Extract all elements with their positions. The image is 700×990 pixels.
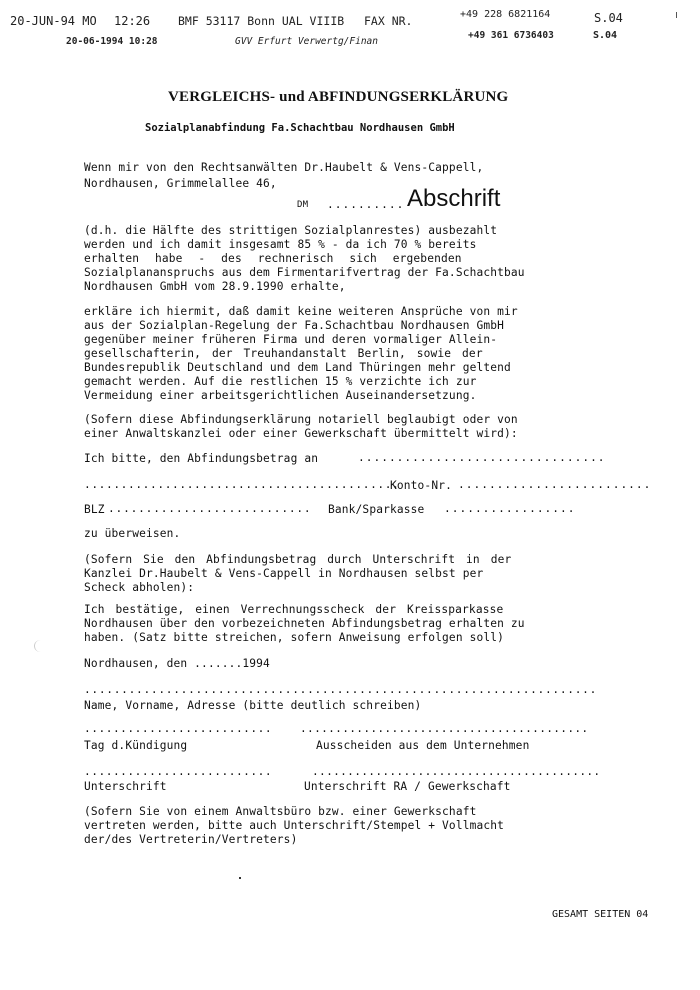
place-date-line: Nordhausen, den .......1994 [84,657,270,670]
intro-line-1: Wenn mir von den Rechtsanwälten Dr.Haubelt & Vens-Cappell, [84,161,484,174]
fax-header-sender-2: GVV Erfurt Verwertg/Finan [235,36,378,47]
bank-recipient-dots: ................................ [358,451,606,464]
para1-line-4: Sozialplananspruchs aus dem Firmentarifvertrag der Fa.Schachtbau [84,266,525,279]
fax-header-sender: BMF 53117 Bonn UAL VIIIB [178,14,345,28]
para4-line-2: Kanzlei Dr.Haubelt & Vens-Cappell in Nordhausen selbst per [84,567,484,580]
para2-line-5: Bundesrepublik Deutschland und dem Land Thüringen mehr geltend [84,361,511,374]
document-subtitle: Sozialplanabfindung Fa.Schachtbau Nordhausen GmbH [145,122,455,134]
kuendigung-label: Tag d.Kündigung [84,739,188,752]
unterschrift-label: Unterschrift [84,780,167,793]
para5-line-3: haben. (Satz bitte streichen, sofern Anweisung erfolgen soll) [84,631,505,644]
bank-blz-label: BLZ [84,503,105,516]
fax-header-time: 12:26 [114,14,151,28]
para1-line-5: Nordhausen GmbH vom 28.9.1990 erhalte, [84,280,346,293]
fax-header-fax-number: +49 228 6821164 [460,9,551,20]
intro-line-2: Nordhausen, Grimmelallee 46, [84,177,277,190]
fax-header-fax-label: FAX NR. [364,14,413,28]
total-pages-footer: GESAMT SEITEN 04 [552,909,649,920]
fax-header-page: S.04 [594,11,623,25]
para2-line-4: gesellschafterin, der Treuhandanstalt Berlin, sowie der [84,347,483,360]
bank-request-text: Ich bitte, den Abfindungsbetrag an [84,452,319,465]
para5-line-2: Nordhausen über den vorbezeichneten Abfindungsbetrag erhalten zu [84,617,525,630]
para2-line-2: aus der Sozialplan-Regelung der Fa.Schachtbau Nordhausen GmbH [84,319,505,332]
para6-line-2: vertreten werden, bitte auch Unterschrift/Stempel + Vollmacht [84,819,505,832]
dm-label: DM [297,200,309,210]
kuendigung-dots: .......................... [84,722,273,735]
para6-line-3: der/des Vertreterin/Vertreters) [84,833,298,846]
scan-mark-corner [676,12,681,18]
para6-line-1: (Sofern Sie von einem Anwaltsbüro bzw. einer Gewerkschaft [84,805,477,818]
unterschrift-ra-dots: ......................................... [312,765,601,778]
document-title: VERGLEICHS- und ABFINDUNGSERKLÄRUNG [168,89,509,105]
scan-mark-circle [34,640,47,652]
para3-line-1: (Sofern diese Abfindungserklärung notariell beglaubigt oder von [84,413,518,426]
bank-account-dots-after: ......................... [458,478,652,491]
name-address-label: Name, Vorname, Adresse (bitte deutlich schreiben) [84,699,422,712]
ausscheiden-dots: ......................................... [300,722,589,735]
bank-account-dots: ........................................... [84,478,400,491]
para1-line-1: (d.h. die Hälfte des strittigen Sozialplanrestes) ausbezahlt [84,224,498,237]
unterschrift-ra-label: Unterschrift RA / Gewerkschaft [304,780,511,793]
para2-line-3: gegenüber meiner früheren Firma und deren vormaliger Allein- [84,333,498,346]
fax-header-datetime-2: 20-06-1994 10:28 [66,36,158,47]
para2-line-6: gemacht werden. Auf die restlichen 15 % verzichte ich zur [84,375,477,388]
para4-line-3: Scheck abholen): [84,581,195,594]
dm-amount-dots: .......... [327,198,405,211]
fax-header-date: 20-JUN-94 MO [10,14,97,28]
name-address-dots: ..................................................................... [84,683,598,696]
para5-line-1: Ich bestätige, einen Verrechnungsscheck der Kreissparkasse [84,603,504,616]
fax-header-page-2: S.04 [593,30,618,41]
para2-line-7: Vermeidung einer arbeitsgerichtlichen Auseinandersetzung. [84,389,477,402]
abschrift-stamp: Abschrift [407,185,501,212]
unterschrift-dots: .......................... [84,765,273,778]
ausscheiden-label: Ausscheiden aus dem Unternehmen [316,739,530,752]
fax-header-number-2: +49 361 6736403 [468,30,554,41]
para1-line-3: erhalten habe - des rechnerisch sich ergebenden [84,252,462,265]
para2-line-1: erkläre ich hiermit, daß damit keine weiteren Ansprüche von mir [84,305,518,318]
bank-name-dots: ................. [444,502,576,515]
para1-line-2: werden und ich damit insgesamt 85 % - da ich 70 % bereits [84,238,477,251]
bank-account-label: Konto-Nr. [390,479,452,492]
para4-line-1: (Sofern Sie den Abfindungsbetrag durch Unterschrift in der [84,553,512,566]
bank-transfer-text: zu überweisen. [84,527,181,540]
scan-mark-dot [239,877,241,879]
para3-line-2: einer Anwaltskanzlei oder einer Gewerkschaft übermittelt wird): [84,427,518,440]
bank-blz-dots: ........................... [108,502,312,515]
bank-name-label: Bank/Sparkasse [328,503,425,516]
